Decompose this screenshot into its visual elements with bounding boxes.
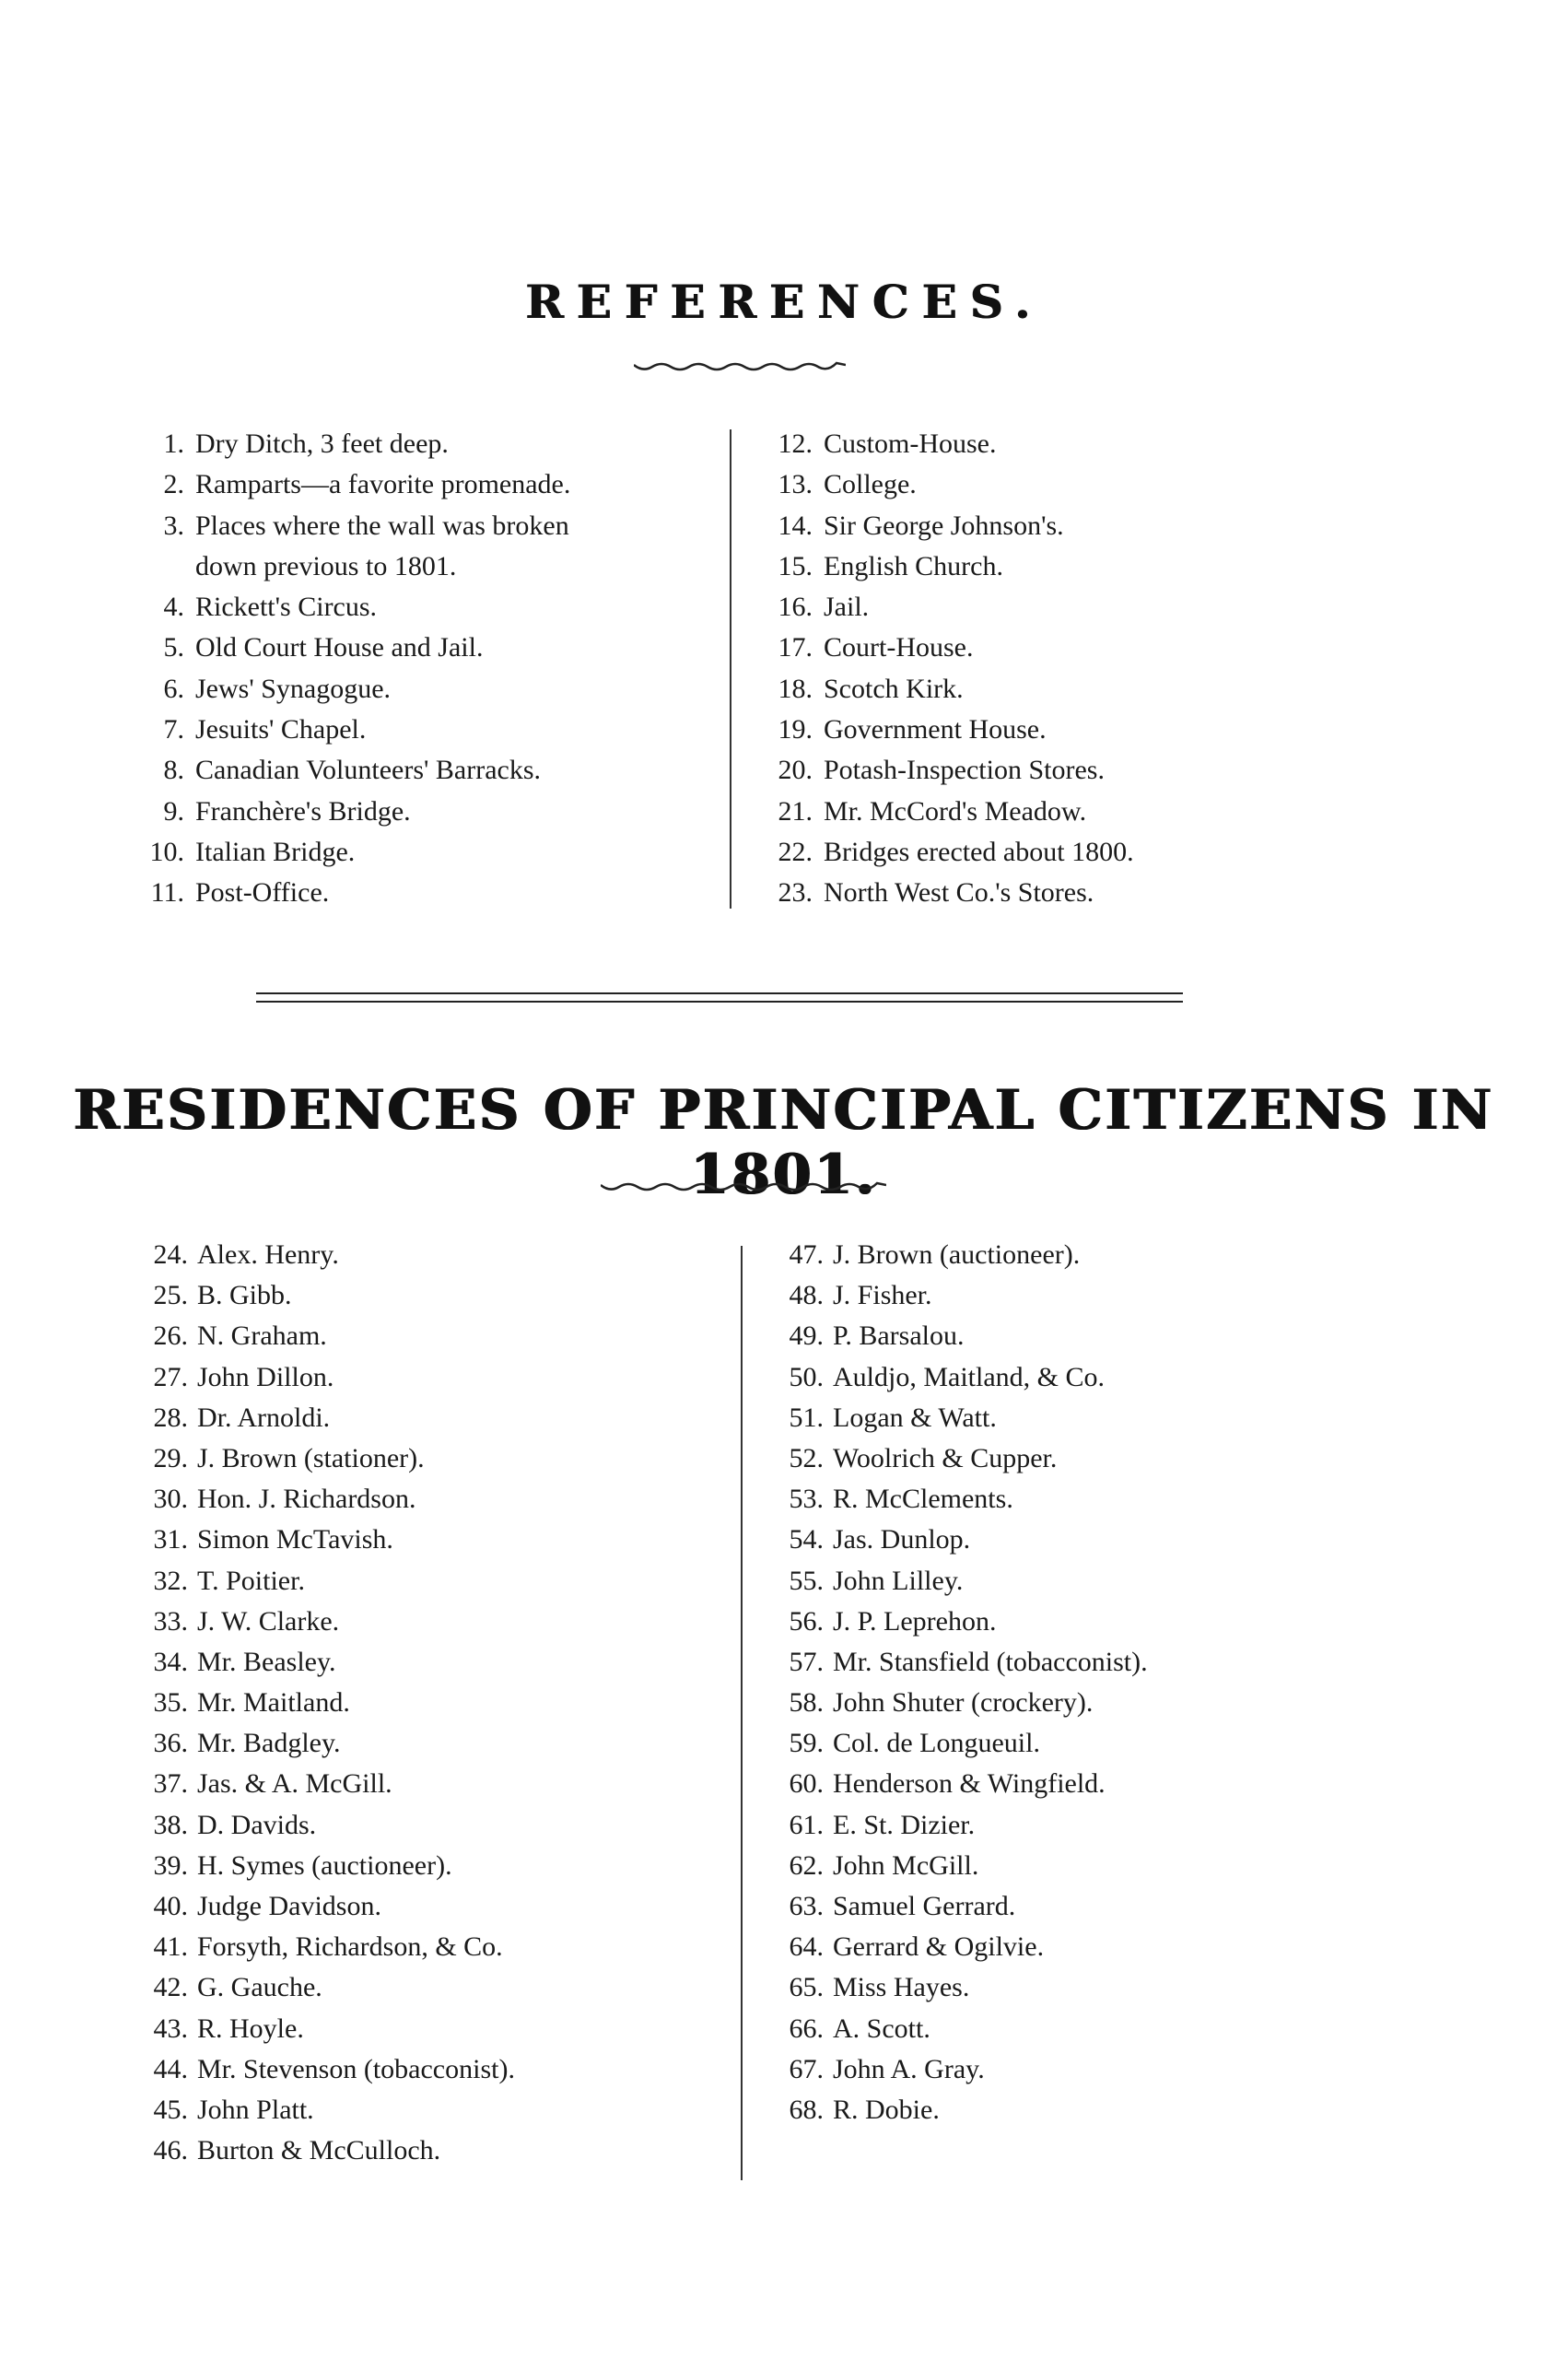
item-text: Dry Ditch, 3 feet deep. bbox=[195, 428, 449, 459]
item-text: John Shuter (crockery). bbox=[833, 1687, 1094, 1719]
item-number: 56. bbox=[789, 1605, 824, 1637]
item-number: 43. bbox=[153, 2013, 188, 2044]
item-text: John A. Gray. bbox=[833, 2053, 985, 2084]
item-number: 22. bbox=[778, 836, 813, 867]
item-text: Jews' Synagogue. bbox=[195, 673, 392, 704]
residence-item bbox=[755, 1561, 1345, 1602]
item-number: 59. bbox=[789, 1728, 824, 1759]
item-number: 20. bbox=[778, 755, 813, 786]
item-number: 41. bbox=[153, 1931, 188, 1963]
item-text: Court-House. bbox=[824, 632, 974, 663]
residence-item bbox=[120, 1275, 728, 1316]
item-number: 66. bbox=[789, 2013, 824, 2044]
residence-item bbox=[120, 2090, 728, 2130]
item-number: 7. bbox=[163, 714, 184, 745]
item-text: Mr. Maitland. bbox=[197, 1687, 350, 1719]
item-text: Canadian Volunteers' Barracks. bbox=[195, 755, 542, 786]
item-text: Mr. Stevenson (tobacconist). bbox=[197, 2053, 515, 2084]
item-number: 32. bbox=[153, 1565, 188, 1596]
item-number: 3. bbox=[163, 510, 184, 541]
item-text: Bridges erected about 1800. bbox=[824, 836, 1134, 867]
residence-item bbox=[120, 1316, 728, 1356]
residence-item bbox=[755, 1316, 1345, 1356]
reference-item bbox=[765, 710, 1281, 750]
item-number: 55. bbox=[789, 1565, 824, 1596]
residence-item bbox=[755, 1764, 1345, 1804]
item-text: J. W. Clarke. bbox=[197, 1605, 340, 1637]
residence-item bbox=[120, 2049, 728, 2090]
item-number: 58. bbox=[789, 1687, 824, 1719]
item-text: Potash-Inspection Stores. bbox=[824, 755, 1105, 786]
residence-item bbox=[120, 1723, 728, 1764]
residence-item bbox=[120, 1561, 728, 1602]
item-number: 60. bbox=[789, 1768, 824, 1800]
item-number: 15. bbox=[778, 550, 813, 581]
item-number: 54. bbox=[789, 1524, 824, 1555]
item-number: 19. bbox=[778, 714, 813, 745]
item-text: Gerrard & Ogilvie. bbox=[833, 1931, 1045, 1963]
residence-item bbox=[120, 2130, 728, 2171]
item-text: Sir George Johnson's. bbox=[824, 510, 1064, 541]
item-number: 23. bbox=[778, 877, 813, 909]
item-number: 12. bbox=[778, 428, 813, 459]
item-text: Samuel Gerrard. bbox=[833, 1891, 1016, 1921]
item-text: College. bbox=[824, 469, 917, 500]
item-number: 1. bbox=[163, 428, 184, 459]
reference-item bbox=[136, 464, 726, 505]
item-number: 68. bbox=[789, 2094, 824, 2125]
item-number: 5. bbox=[163, 632, 184, 663]
item-text: J. Brown (stationer). bbox=[197, 1442, 425, 1473]
item-text: Mr. Badgley. bbox=[197, 1728, 341, 1759]
residences-left-list bbox=[120, 1235, 728, 2171]
item-text: Ramparts—a favorite promenade. bbox=[195, 469, 571, 500]
reference-item bbox=[765, 750, 1281, 791]
item-number: 42. bbox=[153, 1972, 188, 2003]
item-text: Col. de Longueuil. bbox=[833, 1728, 1040, 1759]
reference-item bbox=[765, 832, 1281, 873]
references-heading: REFERENCES. bbox=[524, 275, 1044, 329]
item-text: P. Barsalou. bbox=[833, 1320, 965, 1352]
item-number: 48. bbox=[789, 1280, 824, 1311]
item-text: Jas. & A. McGill. bbox=[197, 1768, 392, 1800]
item-text: R. Hoyle. bbox=[197, 2013, 304, 2044]
residence-item bbox=[120, 2009, 728, 2049]
item-text: English Church. bbox=[824, 550, 1003, 581]
item-number: 2. bbox=[163, 469, 184, 500]
item-number: 52. bbox=[789, 1442, 824, 1473]
item-number: 16. bbox=[778, 592, 813, 623]
item-number: 40. bbox=[153, 1891, 188, 1921]
residence-item bbox=[755, 1846, 1345, 1886]
reference-item bbox=[765, 587, 1281, 628]
residence-item bbox=[120, 1967, 728, 2008]
item-number: 53. bbox=[789, 1484, 824, 1515]
residence-item bbox=[120, 1764, 728, 1804]
reference-item bbox=[765, 464, 1281, 505]
item-text: Mr. Beasley. bbox=[197, 1646, 336, 1677]
item-text: T. Poitier. bbox=[197, 1565, 305, 1596]
item-number: 37. bbox=[153, 1768, 188, 1800]
item-text: N. Graham. bbox=[197, 1320, 327, 1352]
item-text: John Dillon. bbox=[197, 1361, 334, 1392]
item-text: Logan & Watt. bbox=[833, 1402, 997, 1433]
item-number: 45. bbox=[153, 2094, 188, 2125]
residences-heading: RESIDENCES OF PRINCIPAL CITIZENS IN 1801. bbox=[73, 1078, 1495, 1207]
item-text: D. Davids. bbox=[197, 1809, 317, 1840]
item-text: Henderson & Wingfield. bbox=[833, 1768, 1106, 1800]
item-text: North West Co.'s Stores. bbox=[824, 877, 1094, 909]
item-number: 39. bbox=[153, 1849, 188, 1881]
item-number: 64. bbox=[789, 1931, 824, 1963]
item-text: Burton & McCulloch. bbox=[197, 2135, 441, 2166]
residence-item bbox=[755, 1275, 1345, 1316]
reference-item bbox=[765, 546, 1281, 587]
item-text: Mr. Stansfield (tobacconist). bbox=[833, 1646, 1148, 1677]
reference-item bbox=[136, 832, 726, 873]
item-number: 25. bbox=[153, 1280, 188, 1311]
residence-item bbox=[755, 1357, 1345, 1398]
item-number: 13. bbox=[778, 469, 813, 500]
residence-item bbox=[120, 1602, 728, 1642]
item-text: Franchère's Bridge. bbox=[195, 795, 411, 827]
reference-item bbox=[136, 424, 726, 464]
residence-item bbox=[120, 1479, 728, 1520]
residence-item bbox=[120, 1398, 728, 1438]
item-number: 21. bbox=[778, 795, 813, 827]
references-column-divider bbox=[730, 429, 731, 909]
residence-item bbox=[120, 1846, 728, 1886]
residence-item bbox=[755, 1967, 1345, 2008]
reference-item bbox=[136, 750, 726, 791]
item-number: 33. bbox=[153, 1605, 188, 1637]
item-number: 18. bbox=[778, 673, 813, 704]
item-text: John McGill. bbox=[833, 1849, 979, 1881]
residence-item bbox=[755, 1683, 1345, 1723]
item-text: Judge Davidson. bbox=[197, 1891, 381, 1921]
reference-item bbox=[765, 628, 1281, 668]
reference-item bbox=[765, 669, 1281, 710]
item-number: 57. bbox=[789, 1646, 824, 1677]
item-number: 11. bbox=[150, 877, 184, 909]
item-number: 10. bbox=[149, 836, 184, 867]
residence-item bbox=[755, 1602, 1345, 1642]
residence-item bbox=[120, 1805, 728, 1846]
item-text: Woolrich & Cupper. bbox=[833, 1442, 1058, 1473]
residence-item bbox=[755, 1520, 1345, 1560]
item-text: R. McClements. bbox=[833, 1484, 1013, 1515]
item-number: 30. bbox=[153, 1484, 188, 1515]
item-number: 26. bbox=[153, 1320, 188, 1352]
residence-item bbox=[120, 1683, 728, 1723]
item-number: 35. bbox=[153, 1687, 188, 1719]
item-number: 65. bbox=[789, 1972, 824, 2003]
residences-right-list bbox=[755, 1235, 1345, 2130]
residence-item bbox=[755, 1805, 1345, 1846]
item-number: 46. bbox=[153, 2135, 188, 2166]
residence-item bbox=[755, 1235, 1345, 1275]
item-number: 29. bbox=[153, 1442, 188, 1473]
item-text: Hon. J. Richardson. bbox=[197, 1484, 416, 1515]
item-number: 4. bbox=[163, 592, 184, 623]
residence-item bbox=[120, 1642, 728, 1683]
item-number: 67. bbox=[789, 2053, 824, 2084]
item-text: Dr. Arnoldi. bbox=[197, 1402, 331, 1433]
item-number: 34. bbox=[153, 1646, 188, 1677]
item-number: 6. bbox=[163, 673, 184, 704]
residence-item bbox=[120, 1357, 728, 1398]
residence-item bbox=[755, 1642, 1345, 1683]
residence-item bbox=[755, 1479, 1345, 1520]
item-text: J. Brown (auctioneer). bbox=[833, 1239, 1081, 1270]
item-text: John Lilley. bbox=[833, 1565, 964, 1596]
residence-item bbox=[755, 1723, 1345, 1764]
item-text: J. Fisher. bbox=[833, 1280, 932, 1311]
residence-item bbox=[120, 1886, 728, 1927]
residence-item bbox=[755, 1927, 1345, 1967]
residence-item bbox=[120, 1235, 728, 1275]
item-text: Scotch Kirk. bbox=[824, 673, 964, 704]
item-text: Places where the wall was broken bbox=[195, 510, 569, 541]
item-text: G. Gauche. bbox=[197, 1972, 322, 2003]
residences-column-divider bbox=[741, 1246, 743, 2180]
residence-item bbox=[120, 1520, 728, 1560]
references-left-list bbox=[136, 424, 726, 914]
item-text: Mr. McCord's Meadow. bbox=[824, 795, 1087, 827]
item-number: 17. bbox=[778, 632, 813, 663]
item-number: 63. bbox=[789, 1891, 824, 1921]
item-number: 27. bbox=[153, 1361, 188, 1392]
item-text: Government House. bbox=[824, 714, 1047, 745]
residence-item bbox=[755, 1886, 1345, 1927]
item-text: Jesuits' Chapel. bbox=[195, 714, 367, 745]
item-text: John Platt. bbox=[197, 2094, 314, 2125]
section-divider-top bbox=[256, 992, 1183, 994]
item-text: A. Scott. bbox=[833, 2013, 930, 2044]
item-number: 31. bbox=[153, 1524, 188, 1555]
item-number: 8. bbox=[163, 755, 184, 786]
item-number: 62. bbox=[789, 1849, 824, 1881]
reference-item bbox=[136, 669, 726, 710]
item-text: B. Gibb. bbox=[197, 1280, 292, 1311]
item-number: 51. bbox=[789, 1402, 824, 1433]
item-number: 24. bbox=[153, 1239, 188, 1270]
item-text: H. Symes (auctioneer). bbox=[197, 1849, 452, 1881]
reference-item bbox=[765, 873, 1281, 913]
reference-item bbox=[765, 792, 1281, 832]
item-number: 47. bbox=[789, 1239, 824, 1270]
item-text: down previous to 1801. bbox=[195, 550, 457, 581]
item-number: 36. bbox=[153, 1728, 188, 1759]
reference-item bbox=[136, 873, 726, 913]
item-number: 44. bbox=[153, 2053, 188, 2084]
item-text: Simon McTavish. bbox=[197, 1524, 393, 1555]
references-flourish bbox=[634, 359, 846, 374]
item-number: 49. bbox=[789, 1320, 824, 1352]
reference-item bbox=[765, 506, 1281, 546]
item-text: Rickett's Circus. bbox=[195, 592, 378, 623]
reference-item bbox=[136, 587, 726, 628]
item-number: 38. bbox=[153, 1809, 188, 1840]
item-number: 14. bbox=[778, 510, 813, 541]
item-number: 61. bbox=[789, 1809, 824, 1840]
item-text: Old Court House and Jail. bbox=[195, 632, 484, 663]
residence-item bbox=[755, 1398, 1345, 1438]
residence-item bbox=[755, 2090, 1345, 2130]
item-text: Miss Hayes. bbox=[833, 1972, 970, 2003]
reference-item bbox=[765, 424, 1281, 464]
item-number: 50. bbox=[789, 1361, 824, 1392]
residence-item bbox=[755, 2049, 1345, 2090]
item-text: Jail. bbox=[824, 592, 870, 623]
item-text: J. P. Leprehon. bbox=[833, 1605, 997, 1637]
item-text: R. Dobie. bbox=[833, 2094, 940, 2125]
item-text: Forsyth, Richardson, & Co. bbox=[197, 1931, 503, 1963]
item-text: Jas. Dunlop. bbox=[833, 1524, 971, 1555]
item-number: 28. bbox=[153, 1402, 188, 1433]
residence-item bbox=[755, 2009, 1345, 2049]
reference-item bbox=[136, 792, 726, 832]
residence-item bbox=[120, 1927, 728, 1967]
reference-item bbox=[136, 710, 726, 750]
item-text: Alex. Henry. bbox=[197, 1239, 339, 1270]
section-divider-bottom bbox=[256, 1001, 1183, 1003]
item-text: Auldjo, Maitland, & Co. bbox=[833, 1361, 1105, 1392]
item-text: E. St. Dizier. bbox=[833, 1809, 976, 1840]
item-number: 9. bbox=[163, 795, 184, 827]
item-text: Custom-House. bbox=[824, 428, 997, 459]
residences-flourish bbox=[601, 1180, 886, 1194]
residence-item bbox=[755, 1438, 1345, 1479]
references-right-list bbox=[765, 424, 1281, 914]
reference-item bbox=[136, 546, 726, 587]
item-text: Post-Office. bbox=[195, 877, 330, 909]
item-text: Italian Bridge. bbox=[195, 836, 356, 867]
reference-item bbox=[136, 506, 726, 546]
reference-item bbox=[136, 628, 726, 668]
residence-item bbox=[120, 1438, 728, 1479]
